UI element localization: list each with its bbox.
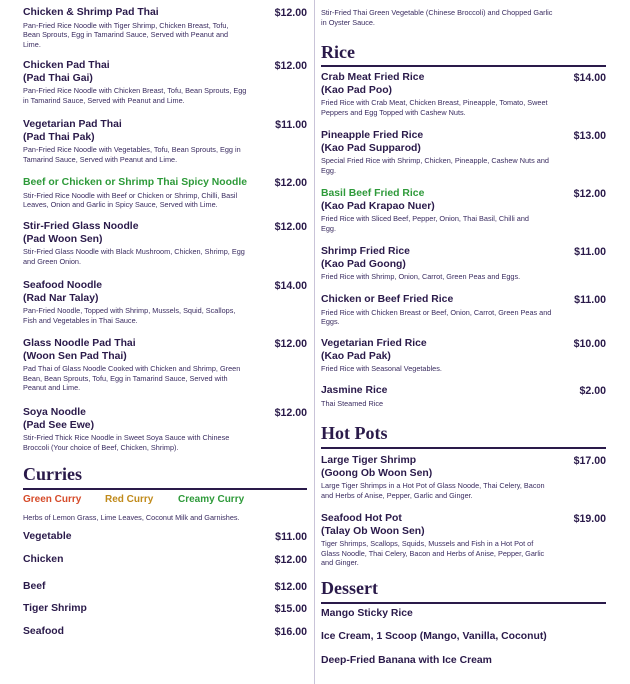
menu-item[interactable] bbox=[23, 338, 307, 393]
curry-item[interactable] bbox=[23, 554, 307, 567]
item-thai-name: (Pad Thai Pak) bbox=[23, 131, 95, 143]
item-desc: Pad Thai of Glass Noodle Cooked with Chicken and Shrimp, Green Bean, Bean Sprouts, Tofu, Egg in Tamarind Sauce, Served with Peanut and Lime. bbox=[23, 364, 241, 393]
item-thai-name: (Goong Ob Woon Sen) bbox=[321, 467, 433, 479]
item-name: Chicken or Beef Fried Rice bbox=[321, 294, 454, 305]
menu-item[interactable] bbox=[321, 513, 606, 568]
menu-item[interactable] bbox=[23, 280, 307, 325]
item-desc: Stir-Fried Glass Noodle with Black Mushroom, Chicken, Shrimp, Egg and Green Onion. bbox=[23, 247, 245, 266]
item-price: $2.00 bbox=[579, 385, 606, 397]
item-name: Deep-Fried Banana with Ice Cream bbox=[321, 655, 492, 666]
item-desc: Fried Rice with Shrimp, Onion, Carrot, Green Peas and Eggs. bbox=[321, 272, 521, 281]
item-name: Jasmine Rice bbox=[321, 385, 388, 396]
item-thai-name: (Kao Pad Pak) bbox=[321, 350, 391, 362]
menu-item[interactable] bbox=[23, 221, 307, 266]
menu-item[interactable] bbox=[321, 130, 606, 175]
curry-item[interactable] bbox=[23, 581, 307, 594]
column-divider bbox=[314, 0, 315, 684]
item-desc: Pan-Fried Rice Noodle with Vegetables, Tofu, Bean Sprouts, Egg in Tamarind Sauce, Served with Peanut and Lime. bbox=[23, 145, 241, 164]
menu-item[interactable] bbox=[321, 385, 606, 408]
item-desc: Pan-Fried Rice Noodle with Tiger Shrimp, Chicken Breast, Tofu, Bean Sprouts, Egg in Tamarind Sauce, Served with Peanut and Lime. bbox=[23, 20, 229, 49]
item-thai-name: (Kao Pad Goong) bbox=[321, 258, 406, 270]
item-price: $14.00 bbox=[274, 280, 307, 292]
item-desc: Pan-Fried Noodle, Topped with Shrimp, Mussels, Squid, Scallops, Fish and Vegetables in Thai Sauce. bbox=[23, 306, 236, 325]
item-name: Crab Meat Fried Rice bbox=[321, 72, 425, 83]
item-thai-name: (Woon Sen Pad Thai) bbox=[23, 350, 127, 362]
item-price: $12.00 bbox=[274, 338, 307, 350]
curry-item[interactable] bbox=[23, 603, 307, 616]
section-heading-curries: Curries bbox=[23, 464, 82, 484]
section-rule bbox=[321, 447, 606, 449]
item-thai-name: (Pad Woon Sen) bbox=[23, 233, 103, 245]
curries-desc: Herbs of Lemon Grass, Lime Leaves, Coconut Milk and Garnishes. bbox=[23, 513, 240, 522]
left-column bbox=[23, 0, 307, 684]
section-rule bbox=[321, 65, 606, 67]
item-name: Glass Noodle Pad Thai bbox=[23, 338, 136, 349]
item-name: Chicken bbox=[23, 554, 64, 565]
item-desc: Fried Rice with Sliced Beef, Pepper, Onion, Thai Basil, Chilli and Egg. bbox=[321, 214, 529, 233]
menu-item[interactable] bbox=[321, 72, 606, 117]
menu-item[interactable] bbox=[321, 338, 606, 374]
dessert-item[interactable] bbox=[321, 631, 606, 644]
menu-item[interactable] bbox=[321, 246, 606, 282]
item-price: $11.00 bbox=[574, 246, 606, 258]
item-name: Seafood bbox=[23, 626, 64, 637]
section-heading-dessert: Dessert bbox=[321, 578, 378, 598]
item-name: Beef or Chicken or Shrimp Thai Spicy Noodle bbox=[23, 177, 248, 188]
menu-item[interactable] bbox=[321, 455, 606, 500]
menu-item[interactable] bbox=[23, 60, 307, 105]
right-column bbox=[321, 0, 606, 684]
item-price: $15.00 bbox=[274, 603, 307, 615]
item-name: Mango Sticky Rice bbox=[321, 608, 413, 619]
item-price: $14.00 bbox=[573, 72, 606, 84]
section-heading-rice: Rice bbox=[321, 42, 355, 62]
item-name: Tiger Shrimp bbox=[23, 603, 87, 614]
curry-option[interactable]: Red Curry bbox=[105, 494, 154, 505]
item-name: Vegetable bbox=[23, 531, 72, 542]
item-price: $12.00 bbox=[274, 221, 307, 233]
menu-item[interactable] bbox=[23, 119, 307, 164]
menu-item[interactable] bbox=[23, 177, 307, 210]
item-name: Soya Noodle bbox=[23, 407, 86, 418]
item-name: Basil Beef Fried Rice bbox=[321, 188, 425, 199]
dessert-item[interactable] bbox=[321, 608, 606, 621]
item-name: Large Tiger Shrimp bbox=[321, 455, 417, 466]
item-desc: Stir-Fried Rice Noodle with Beef or Chicken or Shrimp, Chilli, Basil Leaves, Onion and Garlic in Spicy Sauce, Served with Lime. bbox=[23, 190, 238, 210]
item-thai-name: (Kao Pad Supparod) bbox=[321, 142, 421, 154]
item-price: $12.00 bbox=[573, 188, 606, 200]
item-price: $12.00 bbox=[274, 581, 307, 593]
item-price: $16.00 bbox=[274, 626, 307, 638]
item-price: $12.00 bbox=[274, 177, 307, 189]
item-price: $12.00 bbox=[274, 554, 307, 566]
item-price: $10.00 bbox=[573, 338, 606, 350]
item-price: $12.00 bbox=[274, 407, 307, 419]
curry-option[interactable]: Creamy Curry bbox=[178, 494, 245, 505]
continued-desc: Stir-Fried Thai Green Vegetable (Chinese Broccoli) and Chopped Garlic in Oyster Sauce. bbox=[321, 8, 553, 27]
item-price: $11.00 bbox=[574, 294, 606, 306]
item-name: Shrimp Fried Rice bbox=[321, 246, 410, 257]
item-desc: Fried Rice with Crab Meat, Chicken Breast, Pineapple, Tomato, Sweet Peppers and Egg Topped with Cashew Nuts. bbox=[321, 98, 548, 117]
item-price: $12.00 bbox=[274, 60, 307, 72]
item-name: Chicken Pad Thai bbox=[23, 60, 110, 71]
section-rule bbox=[23, 488, 307, 490]
item-name: Seafood Noodle bbox=[23, 280, 103, 291]
curry-item[interactable] bbox=[23, 626, 307, 639]
item-thai-name: (Pad See Ewe) bbox=[23, 419, 95, 431]
item-desc: Large Tiger Shrimps in a Hot Pot of Glass Noode, Thai Celery, Bacon and Herbs of Anise, Pepper, Garlic and Ginger. bbox=[321, 481, 545, 500]
item-thai-name: (Talay Ob Woon Sen) bbox=[321, 525, 425, 537]
item-price: $17.00 bbox=[573, 455, 606, 467]
item-thai-name: (Kao Pad Krapao Nuer) bbox=[321, 200, 435, 212]
menu-item[interactable] bbox=[23, 407, 307, 452]
item-desc: Thai Steamed Rice bbox=[321, 398, 384, 408]
item-price: $11.00 bbox=[275, 531, 307, 543]
item-name: Stir-Fried Glass Noodle bbox=[23, 221, 139, 232]
item-name: Vegetarian Fried Rice bbox=[321, 338, 427, 349]
item-desc: Fried Rice with Seasonal Vegetables. bbox=[321, 364, 442, 373]
item-price: $12.00 bbox=[274, 7, 307, 19]
curry-option[interactable]: Green Curry bbox=[23, 494, 82, 505]
item-name: Seafood Hot Pot bbox=[321, 513, 402, 524]
menu-item[interactable] bbox=[321, 188, 606, 233]
item-thai-name: (Kao Pad Poo) bbox=[321, 84, 393, 96]
menu-item[interactable] bbox=[23, 7, 307, 49]
item-price: $19.00 bbox=[573, 513, 606, 525]
item-price: $11.00 bbox=[275, 119, 307, 131]
item-thai-name: (Rad Nar Talay) bbox=[23, 292, 99, 304]
item-name: Pineapple Fried Rice bbox=[321, 130, 424, 141]
section-rule bbox=[321, 602, 606, 604]
item-desc: Stir-Fried Thick Rice Noodle in Sweet Soya Sauce with Chinese Broccoli (Your choice of Beef, Chicken, Shrimp). bbox=[23, 433, 230, 452]
section-heading-hot-pots: Hot Pots bbox=[321, 423, 388, 443]
curry-item[interactable] bbox=[23, 531, 307, 544]
item-name: Chicken & Shrimp Pad Thai bbox=[23, 7, 159, 18]
menu-item[interactable] bbox=[321, 294, 606, 327]
item-desc: Pan-Fried Rice Noodle with Chicken Breast, Tofu, Bean Sprouts, Egg in Tamarind Sauce, Served with Peanut and Lime. bbox=[23, 86, 247, 105]
item-name: Vegetarian Pad Thai bbox=[23, 119, 122, 130]
item-name: Beef bbox=[23, 581, 46, 592]
item-thai-name: (Pad Thai Gai) bbox=[23, 72, 93, 84]
item-name: Ice Cream, 1 Scoop (Mango, Vanilla, Coconut) bbox=[321, 631, 547, 642]
item-desc: Tiger Shrimps, Scallops, Squids, Mussels and Fish in a Hot Pot of Glass Noodle, Thai Celery, Bacon and Herbs of Anise, Pepper, Garlic and Ginger. bbox=[321, 539, 545, 568]
item-desc: Special Fried Rice with Shrimp, Chicken, Pineapple, Cashew Nuts and Egg. bbox=[321, 156, 549, 175]
item-desc: Fried Rice with Chicken Breast or Beef, Onion, Carrot, Green Peas and Eggs. bbox=[321, 307, 552, 327]
item-price: $13.00 bbox=[573, 130, 606, 142]
dessert-item[interactable] bbox=[321, 655, 606, 668]
